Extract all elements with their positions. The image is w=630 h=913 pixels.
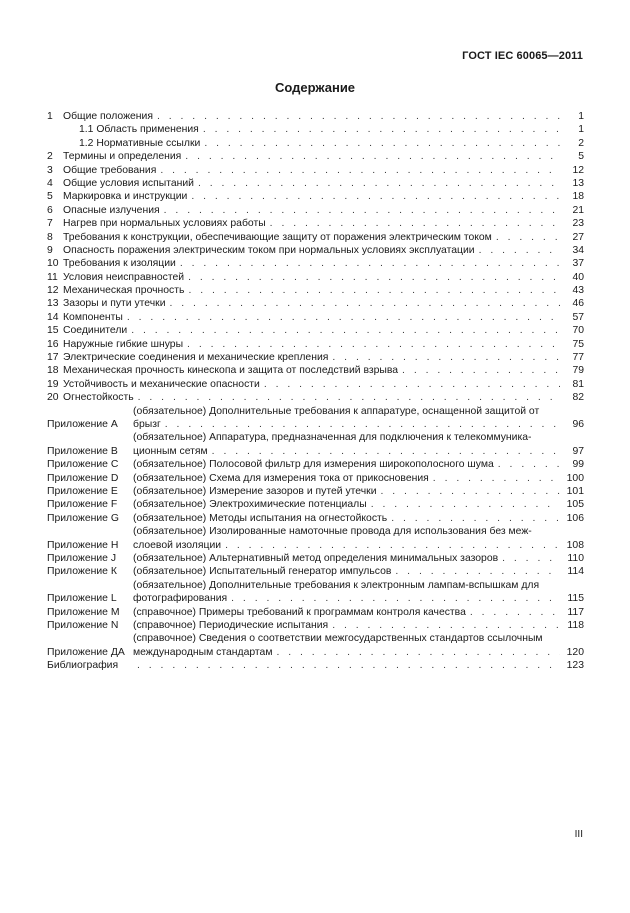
appendix-title-line[interactable]: (обязательное) Дополнительные требования к электронным лампам-вспышкам для: [133, 579, 540, 591]
appendix-title-line[interactable]: ционным сетям: [133, 445, 208, 457]
appendix-title-line[interactable]: (справочное) Примеры требований к программам контроля качества: [133, 606, 466, 618]
appendix-page: 100: [566, 472, 584, 484]
toc-entry[interactable]: [47, 110, 584, 123]
toc-entry-number: 12: [47, 285, 59, 297]
appendix-label[interactable]: Приложение К: [47, 566, 117, 578]
appendix-body: [133, 498, 564, 511]
appendix-line: [133, 552, 564, 565]
toc-entry-line: [63, 284, 564, 297]
dot-leader: [212, 445, 560, 458]
toc-entry-line: [63, 164, 564, 177]
toc-entry-title[interactable]: Соединители: [63, 325, 128, 337]
page-title: Содержание: [274, 80, 356, 95]
appendix-line: [133, 418, 564, 431]
toc-entry-number: 10: [47, 258, 59, 270]
toc-entry-title[interactable]: Огнестойкость: [63, 392, 134, 404]
toc-entry-line: [63, 338, 564, 351]
toc-entry-title[interactable]: Общие требования: [63, 164, 157, 176]
toc-entry-number: 14: [47, 311, 59, 323]
dot-leader: [160, 164, 560, 177]
appendix-body: [133, 619, 564, 632]
toc-entry-line: [63, 123, 564, 136]
toc-entry[interactable]: [47, 364, 584, 377]
appendix-line: [133, 632, 564, 645]
toc-entry-line: [63, 177, 564, 190]
toc-entry-title[interactable]: Требования к изоляции: [63, 258, 176, 270]
toc-entry-number: 13: [47, 298, 59, 310]
dot-leader: [165, 418, 560, 431]
appendix-title-line[interactable]: (обязательное) Испытательный генератор импульсов: [133, 566, 392, 578]
toc-entry-number: 9: [47, 244, 53, 256]
toc-entry-line: [63, 391, 564, 404]
toc-entry-body: [63, 110, 564, 123]
toc-entry-page: 1: [578, 110, 584, 122]
standard-designation: ГОСТ IEC 60065—2011: [462, 50, 583, 62]
toc-entry-page: 18: [572, 191, 584, 203]
page-number: III: [574, 829, 583, 840]
appendix-entry[interactable]: [47, 606, 584, 619]
toc-entry-number: 7: [47, 218, 53, 230]
toc-entry-title[interactable]: Термины и определения: [63, 151, 182, 163]
appendix-entry[interactable]: [47, 498, 584, 511]
appendix-page: 114: [567, 566, 584, 578]
toc-entry-line: [63, 137, 564, 150]
toc-entry-title[interactable]: Механическая прочность: [63, 285, 185, 297]
dot-leader: [391, 512, 560, 525]
dot-leader: [225, 539, 560, 552]
appendix-entry[interactable]: [47, 472, 584, 485]
appendix-entry[interactable]: [47, 485, 584, 498]
appendix-title-line[interactable]: слоевой изоляции: [133, 539, 222, 551]
toc-entry-line: [63, 110, 564, 123]
toc-entry-body: [63, 164, 564, 177]
appendix-label[interactable]: Приложение М: [47, 606, 120, 618]
bibliography-page: 123: [566, 660, 584, 672]
toc-entry-line: [63, 244, 564, 257]
toc-entry-title[interactable]: Опасность поражения электрическим током при нормальных условиях эксплуатации: [63, 244, 475, 256]
appendix-label[interactable]: Приложение А: [47, 418, 118, 430]
toc-entry-number: 8: [47, 231, 53, 243]
dot-leader: [371, 498, 560, 511]
toc-entry-line: [63, 190, 564, 203]
toc-entry-page: 77: [572, 352, 584, 364]
toc-entry[interactable]: [47, 338, 584, 351]
appendix-title-line[interactable]: (обязательное) Аппаратура, предназначенная для подключения к телекоммуника-: [133, 432, 532, 444]
dot-leader: [180, 257, 560, 270]
appendix-title-line[interactable]: (обязательное) Изолированные намоточные провода для использования без меж-: [133, 526, 532, 538]
appendix-line: [133, 485, 564, 498]
appendix-page: 99: [572, 459, 584, 471]
toc-entry-line: [63, 297, 564, 310]
dot-leader: [502, 552, 560, 565]
toc-entry-body: [63, 351, 564, 364]
appendix-page: 97: [572, 445, 584, 457]
toc-entry-body: [63, 378, 564, 391]
appendix-label[interactable]: Приложение N: [47, 619, 119, 631]
dot-leader: [203, 123, 560, 136]
bibliography-label[interactable]: Библиография: [47, 660, 119, 672]
appendix-entry[interactable]: [47, 458, 584, 471]
appendix-line: [133, 619, 564, 632]
toc-entry-line: [63, 217, 564, 230]
toc-entry-page: 81: [572, 378, 584, 390]
dot-leader: [188, 271, 560, 284]
appendix-body: [133, 512, 564, 525]
appendix-body: [133, 525, 564, 552]
appendix-label[interactable]: Приложение D: [47, 472, 119, 484]
dot-leader: [127, 311, 560, 324]
appendix-body: [133, 606, 564, 619]
toc-entry-body: [63, 324, 564, 337]
dot-leader: [188, 284, 560, 297]
appendix-entry[interactable]: [47, 512, 584, 525]
appendix-line: [133, 579, 564, 592]
appendix-label[interactable]: Приложение С: [47, 459, 119, 471]
appendix-page: 118: [567, 619, 584, 631]
appendix-entry[interactable]: [47, 565, 584, 578]
appendix-label[interactable]: Приложение В: [47, 445, 118, 457]
toc-entry-number: 19: [47, 378, 59, 390]
appendix-line: [133, 565, 564, 578]
appendix-line: [133, 592, 564, 605]
appendix-title-line[interactable]: (справочное) Периодические испытания: [133, 619, 329, 631]
toc-entry-title[interactable]: Общие положения: [63, 110, 153, 122]
toc-entry-line: [63, 311, 564, 324]
toc-entry-line: [63, 231, 564, 244]
table-of-contents: [47, 110, 584, 673]
toc-entry-page: 34: [572, 244, 584, 256]
appendix-line: [133, 498, 564, 511]
dot-leader: [164, 204, 560, 217]
toc-entry-body: [63, 257, 564, 270]
toc-entry-line: [63, 324, 564, 337]
toc-entry-page: 82: [572, 392, 584, 404]
toc-entry-page: 5: [578, 151, 584, 163]
toc-entry[interactable]: [47, 204, 584, 217]
toc-entry-body: [63, 338, 564, 351]
dot-leader: [131, 324, 560, 337]
toc-entry-number: 5: [47, 191, 53, 203]
toc-entry-title[interactable]: 1.2 Нормативные ссылки: [79, 137, 201, 149]
toc-entry-line: [63, 204, 564, 217]
appendix-title-line[interactable]: (справочное) Сведения о соответствии межгосударственных стандартов ссылочным: [133, 633, 543, 645]
bibliography-line: [133, 659, 564, 672]
appendix-body: [133, 485, 564, 498]
toc-entry[interactable]: [47, 244, 584, 257]
appendix-title-line[interactable]: фотографирования: [133, 593, 228, 605]
toc-entry[interactable]: [47, 190, 584, 203]
appendix-line: [133, 606, 564, 619]
appendix-label[interactable]: Приложение F: [47, 499, 118, 511]
appendix-title-line[interactable]: международным стандартам: [133, 646, 273, 658]
dot-leader: [470, 606, 560, 619]
appendix-label[interactable]: Приложение G: [47, 512, 119, 524]
toc-entry-title[interactable]: Зазоры и пути утечки: [63, 298, 166, 310]
dot-leader: [332, 619, 560, 632]
toc-entry-line: [63, 378, 564, 391]
appendix-entry[interactable]: [47, 632, 584, 659]
appendix-line: [133, 472, 564, 485]
toc-entry-page: 46: [572, 298, 584, 310]
toc-entry-title[interactable]: Механическая прочность кинескопа и защита от последствий взрыва: [63, 365, 399, 377]
toc-entry-title[interactable]: Электрические соединения и механические крепления: [63, 352, 329, 364]
dot-leader: [231, 592, 560, 605]
toc-entry-page: 1: [578, 124, 584, 136]
toc-entry[interactable]: [47, 123, 584, 136]
toc-entry-title[interactable]: Компоненты: [63, 311, 123, 323]
appendix-page: 105: [566, 499, 584, 511]
toc-entry-title[interactable]: Нагрев при нормальных условиях работы: [63, 218, 266, 230]
toc-entry-title[interactable]: Наружные гибкие шнуры: [63, 338, 184, 350]
bibliography-entry[interactable]: [47, 659, 584, 672]
appendix-entry[interactable]: [47, 431, 584, 458]
toc-entry-title[interactable]: 1.1 Область применения: [79, 124, 199, 136]
toc-entry-number: 17: [47, 352, 59, 364]
appendix-title-line[interactable]: (обязательное) Полосовой фильтр для измерения широкополосного шума: [133, 459, 494, 471]
toc-entry-page: 37: [572, 258, 584, 270]
appendix-line: [133, 512, 564, 525]
dot-leader: [187, 338, 560, 351]
toc-entry[interactable]: [47, 177, 584, 190]
toc-entry[interactable]: [47, 231, 584, 244]
toc-entry[interactable]: [47, 164, 584, 177]
toc-entry-page: 12: [572, 164, 584, 176]
appendix-label[interactable]: Приложение L: [47, 593, 117, 605]
toc-entry-page: 27: [572, 231, 584, 243]
toc-entry-body: [63, 190, 564, 203]
toc-entry-line: [63, 150, 564, 163]
dot-leader: [395, 565, 560, 578]
appendix-body: [133, 579, 564, 606]
toc-entry-body: [63, 244, 564, 257]
appendix-line: [133, 445, 564, 458]
appendix-line: [133, 405, 564, 418]
toc-entry-number: 1: [47, 110, 53, 122]
appendix-body: [133, 632, 564, 659]
toc-entry-body: [63, 204, 564, 217]
dot-leader: [433, 472, 560, 485]
appendix-title-line[interactable]: (обязательное) Схема для измерения тока от прикосновения: [133, 472, 429, 484]
dot-leader: [276, 646, 560, 659]
toc-entry[interactable]: [47, 324, 584, 337]
toc-entry-number: 20: [47, 392, 59, 404]
toc-entry-body: [63, 150, 564, 163]
dot-leader: [270, 217, 560, 230]
toc-entry-page: 40: [572, 271, 584, 283]
dot-leader: [191, 190, 560, 203]
dot-leader: [498, 458, 560, 471]
toc-entry[interactable]: [47, 137, 584, 150]
appendix-page: 101: [566, 485, 584, 497]
appendix-title-line[interactable]: (обязательное) Методы испытания на огнестойкость: [133, 512, 388, 524]
toc-entry-page: 43: [572, 285, 584, 297]
appendix-entry[interactable]: [47, 579, 584, 606]
toc-entry-title[interactable]: Маркировка и инструкции: [63, 191, 188, 203]
appendix-body: [133, 552, 564, 565]
appendix-entry[interactable]: [47, 525, 584, 552]
appendix-entry[interactable]: [47, 405, 584, 432]
toc-entry-page: 75: [572, 338, 584, 350]
toc-entry[interactable]: [47, 378, 584, 391]
appendix-line: [133, 458, 564, 471]
appendix-body: [133, 565, 564, 578]
dot-leader: [185, 150, 560, 163]
appendix-page: 117: [567, 606, 584, 618]
toc-entry[interactable]: [47, 217, 584, 230]
dot-leader: [332, 351, 560, 364]
toc-entry-body: [63, 297, 564, 310]
toc-entry-body: [63, 284, 564, 297]
appendix-page: 108: [566, 539, 584, 551]
toc-entry[interactable]: [47, 311, 584, 324]
appendix-page: 110: [567, 552, 584, 564]
appendix-entry[interactable]: [47, 619, 584, 632]
toc-entry-body: [63, 137, 564, 150]
appendix-label[interactable]: Приложение ДА: [47, 646, 125, 658]
appendix-title-line[interactable]: (обязательное) Альтернативный метод определения минимальных зазоров: [133, 552, 499, 564]
appendix-label[interactable]: Приложение J: [47, 552, 117, 564]
toc-entry[interactable]: [47, 351, 584, 364]
appendix-body: [133, 431, 564, 458]
appendix-line: [133, 525, 564, 538]
appendix-title-line[interactable]: (обязательное) Дополнительные требования к аппаратуре, оснащенной защитой от: [133, 405, 540, 417]
toc-entry-number: 16: [47, 338, 59, 350]
appendix-line: [133, 646, 564, 659]
appendix-title-line[interactable]: (обязательное) Измерение зазоров и путей утечки: [133, 485, 377, 497]
toc-entry-line: [63, 257, 564, 270]
appendix-page: 106: [566, 512, 584, 524]
toc-entry-body: [63, 217, 564, 230]
toc-entry-number: 18: [47, 365, 59, 377]
toc-entry-page: 70: [572, 325, 584, 337]
appendix-label[interactable]: Приложение Н: [47, 539, 119, 551]
toc-entry-number: 11: [47, 271, 58, 283]
toc-entry-line: [63, 364, 564, 377]
dot-leader: [402, 364, 560, 377]
bibliography-body: [133, 659, 564, 672]
toc-entry-body: [63, 123, 564, 136]
appendix-page: 96: [572, 418, 584, 430]
toc-entry-body: [63, 391, 564, 404]
toc-entry-title[interactable]: Опасные излучения: [63, 204, 160, 216]
toc-entry-title[interactable]: Условия неисправностей: [63, 271, 185, 283]
appendix-body: [133, 405, 564, 432]
dot-leader: [170, 297, 561, 310]
toc-entry[interactable]: [47, 257, 584, 270]
toc-entry-title[interactable]: Требования к конструкции, обеспечивающие защиту от поражения электрическим током: [63, 231, 492, 243]
appendix-title-line[interactable]: (обязательное) Электрохимические потенциалы: [133, 499, 367, 511]
toc-entry[interactable]: [47, 297, 584, 310]
toc-entry-body: [63, 364, 564, 377]
appendix-label[interactable]: Приложение Е: [47, 485, 118, 497]
toc-entry-line: [63, 351, 564, 364]
appendix-body: [133, 458, 564, 471]
toc-entry-page: 79: [572, 365, 584, 377]
toc-entry-number: 2: [47, 151, 53, 163]
toc-entry-title[interactable]: Устойчивость и механические опасности: [63, 378, 260, 390]
toc-entry-page: 13: [572, 177, 584, 189]
appendix-line: [133, 539, 564, 552]
appendix-page: 120: [566, 646, 584, 658]
toc-entry-body: [63, 271, 564, 284]
dot-leader: [496, 231, 560, 244]
toc-entry-body: [63, 311, 564, 324]
appendix-line: [133, 431, 564, 444]
dot-leader: [198, 177, 560, 190]
dot-leader: [381, 485, 561, 498]
toc-entry[interactable]: [47, 150, 584, 163]
dot-leader: [138, 391, 560, 404]
toc-entry-body: [63, 231, 564, 244]
toc-entry-body: [63, 177, 564, 190]
toc-entry-line: [63, 271, 564, 284]
dot-leader: [204, 137, 560, 150]
toc-entry-page: 57: [572, 311, 584, 323]
appendix-entry[interactable]: [47, 552, 584, 565]
toc-entry-number: 4: [47, 177, 53, 189]
dot-leader: [157, 110, 560, 123]
toc-entry-number: 3: [47, 164, 53, 176]
dot-leader: [264, 378, 560, 391]
toc-entry-page: 2: [578, 137, 584, 149]
toc-entry[interactable]: [47, 271, 584, 284]
toc-entry-number: 15: [47, 325, 59, 337]
dot-leader: [137, 659, 560, 672]
appendix-page: 115: [567, 593, 584, 605]
toc-entry-page: 23: [572, 218, 584, 230]
dot-leader: [479, 244, 560, 257]
appendix-body: [133, 472, 564, 485]
toc-entry[interactable]: [47, 391, 584, 404]
toc-entry-page: 21: [572, 204, 584, 216]
toc-entry[interactable]: [47, 284, 584, 297]
appendix-title-line[interactable]: брызг: [133, 418, 161, 430]
toc-entry-title[interactable]: Общие условия испытаний: [63, 177, 194, 189]
toc-entry-number: 6: [47, 204, 53, 216]
